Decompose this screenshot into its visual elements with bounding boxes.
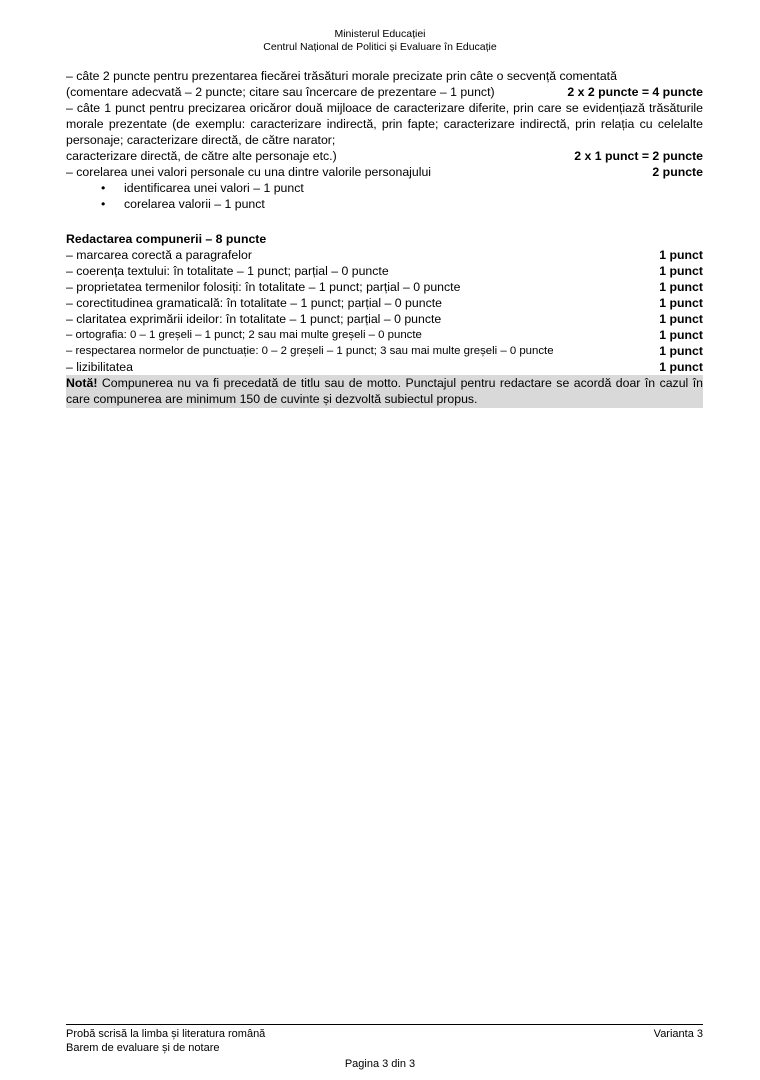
- scoring-row: – lizibilitatea 1 punct: [66, 360, 703, 374]
- criterion-traits-detail: (comentare adecvată – 2 puncte; citare sau încercare de prezentare – 1 punct): [66, 85, 495, 99]
- footer-doc-type: Barem de evaluare și de notare: [66, 1042, 220, 1054]
- scoring-row: – proprietatea termenilor folosiți: în totalitate – 1 punct; parțial – 0 puncte 1 punct: [66, 280, 703, 294]
- criterion-traits: – câte 2 puncte pentru prezentarea fiecărei trăsături morale precizate prin câte o secvență comentată: [66, 69, 617, 83]
- criterion-values-points: 2 puncte: [652, 165, 703, 179]
- scoring-row: – claritatea exprimării ideilor: în totalitate – 1 punct; parțial – 0 puncte 1 punct: [66, 312, 703, 326]
- criterion-means-points: 2 x 1 punct = 2 puncte: [574, 149, 703, 163]
- criterion-values: [66, 164, 703, 180]
- scoring-row: – corectitudinea gramaticală: în totalitate – 1 punct; parțial – 0 puncte 1 punct: [66, 296, 703, 310]
- footer-exam-name: Probă scrisă la limba și literatura română: [66, 1028, 266, 1040]
- document-footer: [66, 1024, 703, 1055]
- footer-variant: Varianta 3: [653, 1028, 703, 1040]
- scoring-row: – coerența textului: în totalitate – 1 punct; parțial – 0 puncte 1 punct: [66, 264, 703, 278]
- criterion-means-scoring: [66, 148, 703, 164]
- scoring-row: – marcarea corectă a paragrafelor 1 punct: [66, 248, 703, 262]
- bullet-item: • corelarea valorii – 1 punct: [66, 196, 703, 212]
- note-box: [66, 375, 703, 408]
- note-label: Notă!: [66, 376, 98, 390]
- criterion-traits-scoring: [66, 84, 703, 100]
- bullet-item: • identificarea unei valori – 1 punct: [66, 180, 703, 196]
- criterion-means-detail: caracterizare directă, de către alte personaje etc.): [66, 149, 337, 163]
- document-body: [66, 68, 703, 408]
- criterion-values-text: – corelarea unei valori personale cu una dintre valorile personajului: [66, 165, 432, 179]
- criterion-means: – câte 1 punct pentru precizarea oricăror două mijloace de caracterizare diferite, prin care se evidențiază trăsăturile morale prezentate (de exemplu: caracterizare indirectă, prin fapte; caracterizare indirectă, prin relația cu celelalte personaje; caracterizare directă, de către narator;: [66, 101, 703, 147]
- header-ministry: Ministerul Educației: [334, 28, 426, 40]
- note-text: Compunerea nu va fi precedată de titlu sau de motto. Punctajul pentru redactare se acordă doar în cazul în care compunerea are minimum 150 de cuvinte și dezvoltă subiectul propus.: [66, 376, 703, 406]
- header-center: Centrul Național de Politici și Evaluare în Educație: [263, 41, 497, 53]
- page-number: Pagina 3 din 3: [344, 1058, 416, 1070]
- scoring-row: – ortografia: 0 – 1 greșeli – 1 punct; 2 sau mai multe greșeli – 0 puncte 1 punct: [66, 328, 703, 342]
- criterion-traits-points: 2 x 2 puncte = 4 puncte: [567, 85, 703, 99]
- scoring-row: – respectarea normelor de punctuație: 0 – 2 greșeli – 1 punct; 3 sau mai multe greșeli – 0 puncte 1 punct: [66, 344, 703, 358]
- section-title: Redactarea compunerii – 8 puncte: [66, 232, 267, 246]
- document-header: [0, 28, 760, 54]
